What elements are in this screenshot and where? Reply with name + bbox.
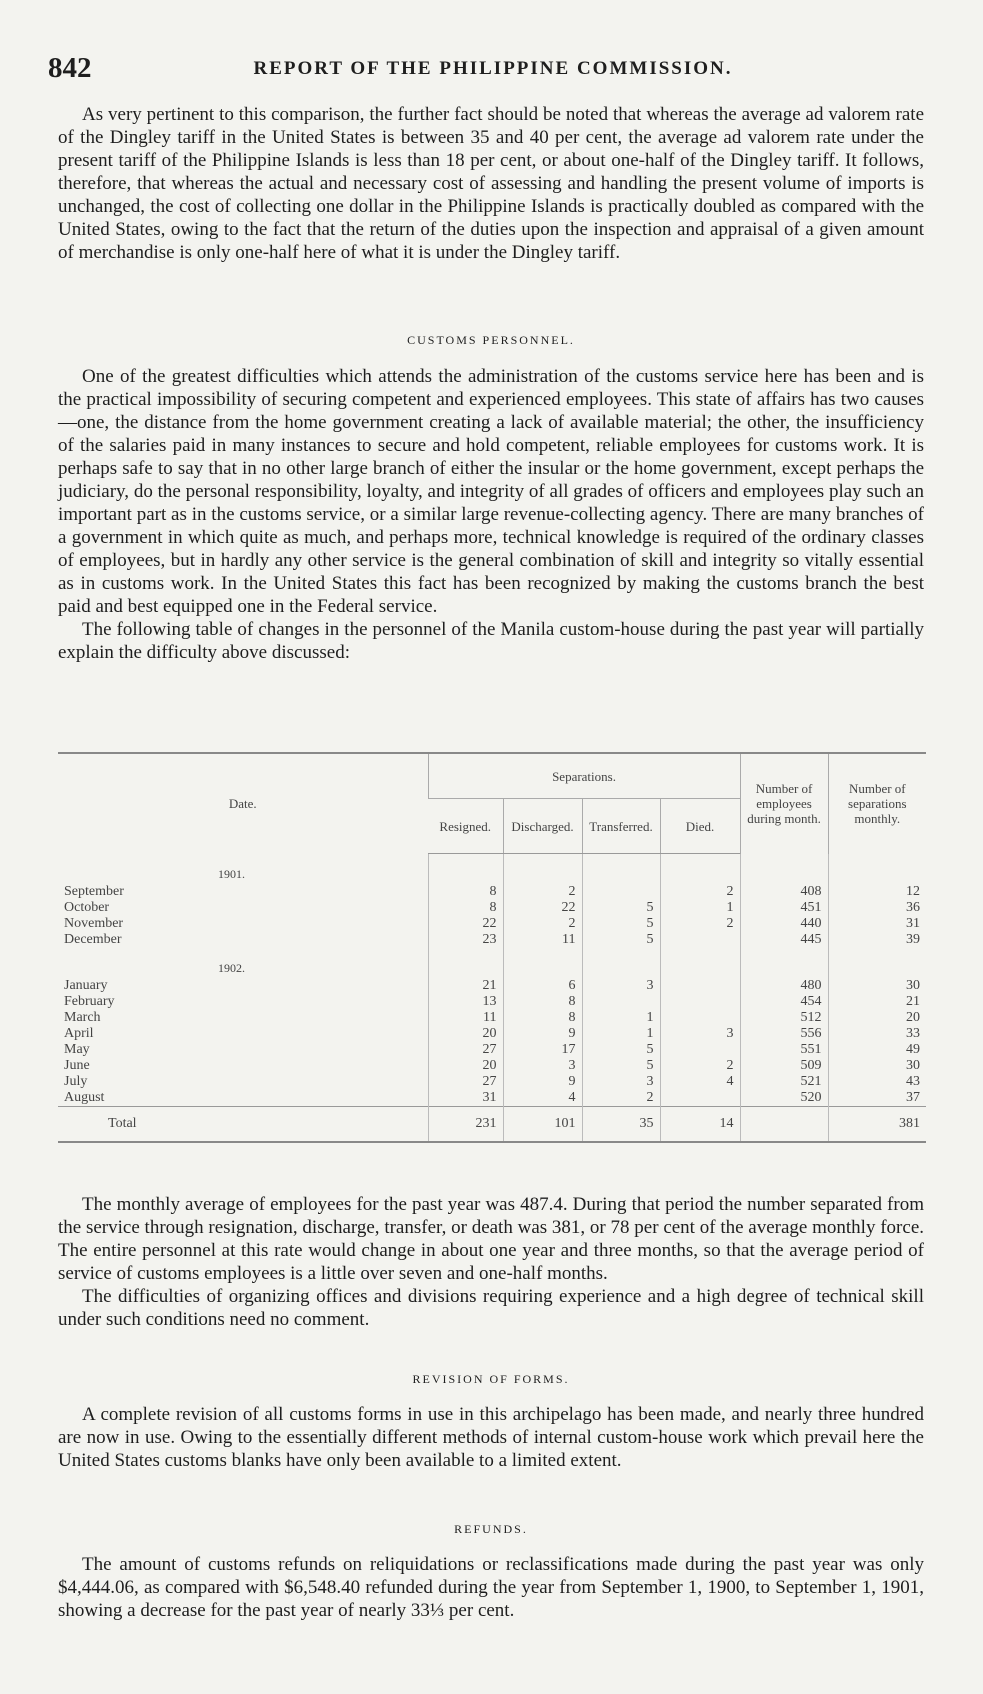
row-label: Total bbox=[58, 1107, 428, 1143]
month-row bbox=[58, 1026, 926, 1042]
cell-employees: 512 bbox=[740, 1010, 828, 1026]
running-title: REPORT OF THE PHILIPPINE COMMISSION. bbox=[253, 58, 733, 79]
month-row bbox=[58, 978, 926, 994]
page-number: 842 bbox=[48, 52, 92, 84]
cell-transferred: 1 bbox=[582, 1026, 660, 1042]
cell-resigned: 20 bbox=[428, 1058, 503, 1074]
cell-discharged: 4 bbox=[503, 1090, 582, 1107]
after-table-text-block bbox=[58, 1193, 924, 1331]
intro-paragraph-block bbox=[58, 103, 924, 264]
cell-resigned: 20 bbox=[428, 1026, 503, 1042]
cell-separations: 49 bbox=[828, 1042, 926, 1058]
cell-transferred bbox=[582, 884, 660, 900]
row-label: November bbox=[64, 916, 124, 931]
row-label: February bbox=[64, 994, 115, 1009]
cell-discharged: 3 bbox=[503, 1058, 582, 1074]
cell-employees: 454 bbox=[740, 994, 828, 1010]
cell-separations: 37 bbox=[828, 1090, 926, 1107]
cell-transferred bbox=[582, 994, 660, 1010]
month-row bbox=[58, 932, 926, 948]
cell-transferred: 5 bbox=[582, 916, 660, 932]
forms-text-block bbox=[58, 1403, 924, 1472]
cell-separations: 12 bbox=[828, 884, 926, 900]
row-label: January bbox=[64, 978, 108, 993]
cell-resigned: 11 bbox=[428, 1010, 503, 1026]
cell-died: 14 bbox=[660, 1107, 740, 1143]
cell-employees: 521 bbox=[740, 1074, 828, 1090]
row-label: December bbox=[64, 932, 122, 947]
refunds-paragraph: The amount of customs refunds on reliquidations or reclassifications made during the past year was only $4,444.06, as compared with $6,548.40 refunded during the year from September 1, 1900, to September 1, 1901, showing a decrease for the past year of nearly 33⅓ per cent. bbox=[58, 1554, 924, 1621]
cell-separations: 381 bbox=[828, 1107, 926, 1143]
section-heading-personnel: CUSTOMS PERSONNEL. bbox=[407, 333, 575, 347]
cell-discharged: 17 bbox=[503, 1042, 582, 1058]
cell-died: 2 bbox=[660, 1058, 740, 1074]
cell-died bbox=[660, 994, 740, 1010]
cell-separations: 30 bbox=[828, 978, 926, 994]
header-discharged: Discharged. bbox=[503, 799, 582, 854]
cell-resigned: 23 bbox=[428, 932, 503, 948]
cell-employees: 440 bbox=[740, 916, 828, 932]
cell-employees: 480 bbox=[740, 978, 828, 994]
cell-employees: 509 bbox=[740, 1058, 828, 1074]
row-label: April bbox=[64, 1026, 94, 1041]
section-heading-forms: REVISION OF FORMS. bbox=[412, 1372, 570, 1386]
month-row bbox=[58, 900, 926, 916]
cell-transferred: 5 bbox=[582, 900, 660, 916]
cell-discharged: 22 bbox=[503, 900, 582, 916]
after-table-paragraph-2: The difficulties of organizing offices and divisions requiring experience and a high degree of technical skill under such conditions need no comment. bbox=[58, 1286, 924, 1330]
cell-resigned: 27 bbox=[428, 1074, 503, 1090]
month-row bbox=[58, 1058, 926, 1074]
cell-separations: 20 bbox=[828, 1010, 926, 1026]
month-row bbox=[58, 994, 926, 1010]
section-heading-refunds: REFUNDS. bbox=[454, 1522, 528, 1536]
cell-discharged: 8 bbox=[503, 1010, 582, 1026]
header-transferred: Transferred. bbox=[582, 799, 660, 854]
cell-died bbox=[660, 1090, 740, 1107]
month-row bbox=[58, 1042, 926, 1058]
month-row bbox=[58, 884, 926, 900]
header-separations: Separations. bbox=[428, 753, 740, 799]
cell-discharged: 8 bbox=[503, 994, 582, 1010]
cell-separations: 36 bbox=[828, 900, 926, 916]
refunds-text-block bbox=[58, 1553, 924, 1622]
cell-separations: 30 bbox=[828, 1058, 926, 1074]
row-label: October bbox=[64, 900, 110, 915]
month-row bbox=[58, 1090, 926, 1107]
cell-died: 2 bbox=[660, 916, 740, 932]
page-header bbox=[48, 52, 938, 92]
cell-died: 3 bbox=[660, 1026, 740, 1042]
cell-discharged: 11 bbox=[503, 932, 582, 948]
cell-transferred: 3 bbox=[582, 978, 660, 994]
cell-resigned: 22 bbox=[428, 916, 503, 932]
cell-transferred: 5 bbox=[582, 932, 660, 948]
header-resigned: Resigned. bbox=[428, 799, 503, 854]
cell-transferred: 35 bbox=[582, 1107, 660, 1143]
cell-died: 2 bbox=[660, 884, 740, 900]
cell-resigned: 8 bbox=[428, 900, 503, 916]
cell-discharged: 101 bbox=[503, 1107, 582, 1143]
row-label: July bbox=[64, 1074, 88, 1089]
cell-resigned: 8 bbox=[428, 884, 503, 900]
cell-employees: 408 bbox=[740, 884, 828, 900]
cell-transferred: 5 bbox=[582, 1058, 660, 1074]
header-died: Died. bbox=[660, 799, 740, 854]
personnel-paragraph-2: The following table of changes in the personnel of the Manila custom-house during the past year will partially explain the difficulty above discussed: bbox=[58, 619, 924, 663]
cell-separations: 21 bbox=[828, 994, 926, 1010]
cell-separations: 39 bbox=[828, 932, 926, 948]
header-employees: Number of employees during month. bbox=[740, 753, 828, 854]
total-row bbox=[58, 1107, 926, 1143]
cell-discharged: 9 bbox=[503, 1026, 582, 1042]
cell-employees bbox=[740, 1107, 828, 1143]
year-label-1901: 1901. bbox=[218, 867, 245, 881]
month-row bbox=[58, 916, 926, 932]
cell-resigned: 13 bbox=[428, 994, 503, 1010]
cell-employees: 445 bbox=[740, 932, 828, 948]
cell-discharged: 2 bbox=[503, 916, 582, 932]
cell-separations: 31 bbox=[828, 916, 926, 932]
cell-resigned: 21 bbox=[428, 978, 503, 994]
cell-discharged: 9 bbox=[503, 1074, 582, 1090]
cell-transferred: 5 bbox=[582, 1042, 660, 1058]
header-date: Date. bbox=[58, 753, 428, 854]
header-separations-monthly: Number of separations monthly. bbox=[828, 753, 926, 854]
month-row bbox=[58, 1010, 926, 1026]
cell-resigned: 231 bbox=[428, 1107, 503, 1143]
forms-paragraph: A complete revision of all customs forms in use in this archipelago has been made, and nearly three hundred are now in use. Owing to the essentially different methods of internal custom-house work which prevail here the United States customs blanks have only been available to a limited extent. bbox=[58, 1404, 924, 1471]
cell-employees: 451 bbox=[740, 900, 828, 916]
cell-resigned: 27 bbox=[428, 1042, 503, 1058]
cell-transferred: 3 bbox=[582, 1074, 660, 1090]
cell-transferred: 1 bbox=[582, 1010, 660, 1026]
personnel-paragraph-1: One of the greatest difficulties which attends the administration of the customs service here has been and is the practical impossibility of securing competent and experienced employees. This state of affairs has two causes—one, the distance from the home government creating a lack of available material; the other, the insufficiency of the salaries paid in many instances to secure and hold competent, reliable employees for customs work. It is perhaps safe to say that in no other large branch of either the insular or the home government, except perhaps the judiciary, do the personal responsibility, loyalty, and integrity of all grades of officers and employees play such an important part as in the customs service, or a similar large revenue-collecting agency. There are many branches of a government in which quite as much, and perhaps more, technical knowledge is required of the ordinary classes of employees, but in hardly any other service is the general combination of skill and integrity so vitally essential as in customs work. In the United States this fact has been recognized by making the customs branch the best paid and best equipped one in the Federal service. bbox=[58, 366, 924, 617]
intro-paragraph: As very pertinent to this comparison, the further fact should be noted that whereas the average ad valorem rate of the Dingley tariff in the United States is between 35 and 40 per cent, the average ad valorem rate under the present tariff of the Philippine Islands is less than 18 per cent, or about one-half of the Dingley tariff. It follows, therefore, that whereas the actual and necessary cost of assessing and handling the present volume of imports is unchanged, the cost of collecting one dollar in the Philippine Islands is practically doubled as compared with the United States, owing to the fact that the return of the duties upon the inspection and appraisal of a given amount of merchandise is only one-half here of what it is under the Dingley tariff. bbox=[58, 104, 924, 263]
year-label-1902: 1902. bbox=[218, 961, 245, 975]
cell-employees: 520 bbox=[740, 1090, 828, 1107]
cell-resigned: 31 bbox=[428, 1090, 503, 1107]
month-row bbox=[58, 1074, 926, 1090]
personnel-changes-table bbox=[58, 752, 926, 1143]
cell-transferred: 2 bbox=[582, 1090, 660, 1107]
cell-employees: 551 bbox=[740, 1042, 828, 1058]
cell-separations: 33 bbox=[828, 1026, 926, 1042]
row-label: August bbox=[64, 1090, 105, 1105]
after-table-paragraph-1: The monthly average of employees for the past year was 487.4. During that period the number separated from the service through resignation, discharge, transfer, or death was 381, or 78 per cent of the average monthly force. The entire personnel at this rate would change in about one year and three months, so that the average period of service of customs employees is a little over seven and one-half months. bbox=[58, 1194, 924, 1284]
row-label: September bbox=[64, 884, 124, 899]
row-label: June bbox=[64, 1058, 90, 1073]
personnel-text-block bbox=[58, 365, 924, 664]
cell-died bbox=[660, 1042, 740, 1058]
cell-discharged: 6 bbox=[503, 978, 582, 994]
row-label: March bbox=[64, 1010, 101, 1025]
cell-died: 4 bbox=[660, 1074, 740, 1090]
cell-employees: 556 bbox=[740, 1026, 828, 1042]
cell-died bbox=[660, 1010, 740, 1026]
cell-discharged: 2 bbox=[503, 884, 582, 900]
row-label: May bbox=[64, 1042, 90, 1057]
cell-died bbox=[660, 978, 740, 994]
cell-separations: 43 bbox=[828, 1074, 926, 1090]
cell-died bbox=[660, 932, 740, 948]
cell-died: 1 bbox=[660, 900, 740, 916]
